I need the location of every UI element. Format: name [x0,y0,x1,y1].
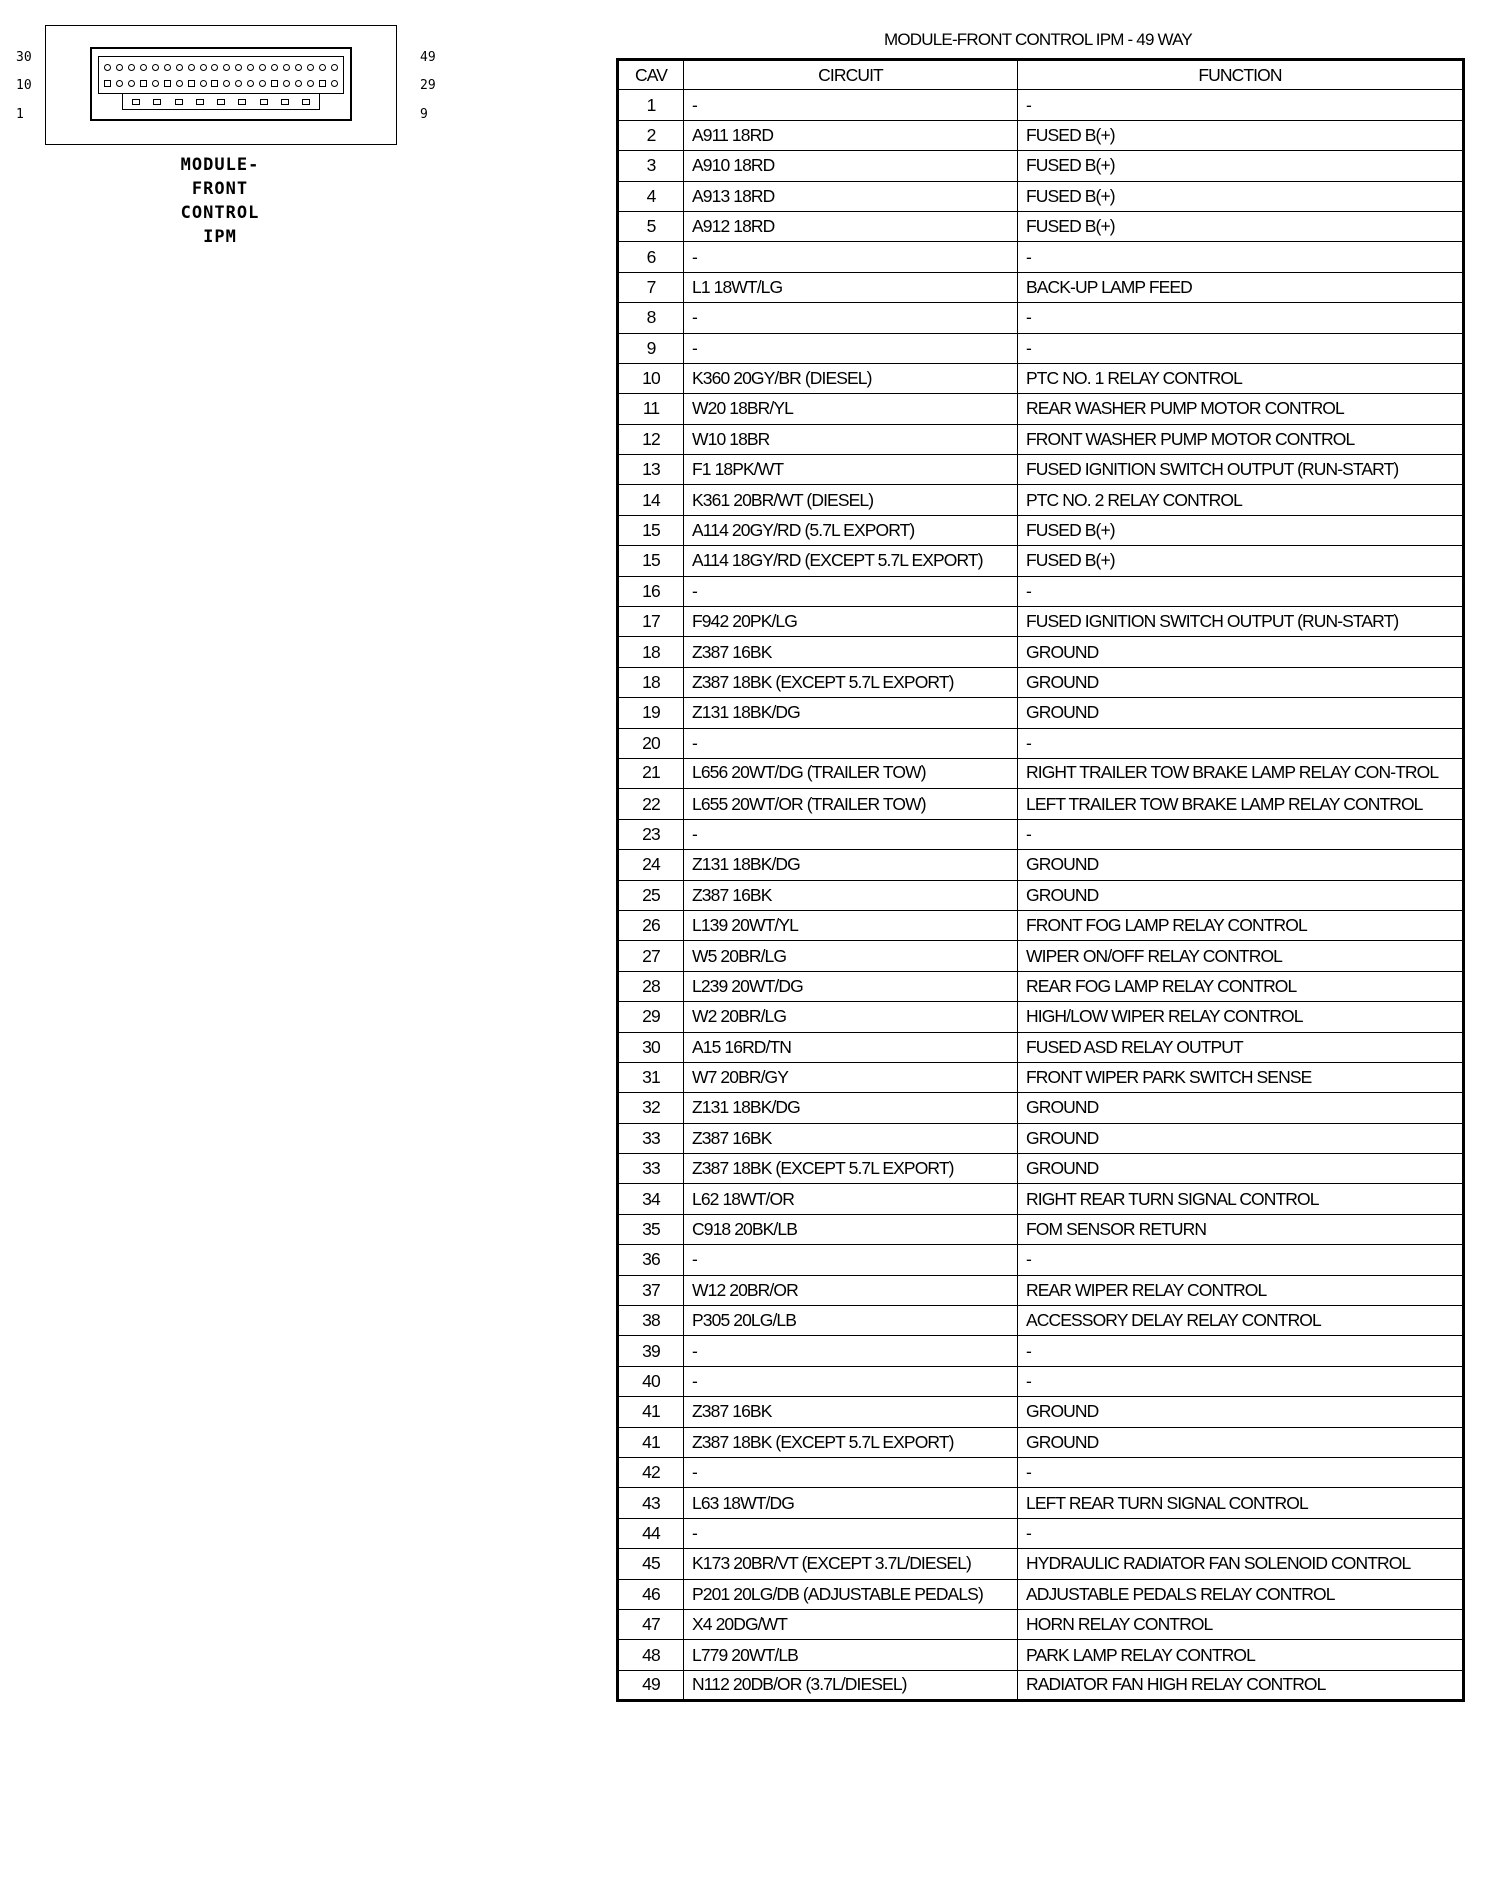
cell-circuit: - [684,819,1018,849]
cell-circuit: W20 18BR/YL [684,394,1018,424]
table-row [618,1062,1464,1092]
table-header-row [618,60,1464,90]
cell-cav: 16 [618,576,684,606]
connector-pin [200,64,207,71]
cell-cav: 24 [618,850,684,880]
table-row [618,151,1464,181]
cell-circuit: P201 20LG/DB (ADJUSTABLE PEDALS) [684,1579,1018,1609]
table-row [618,394,1464,424]
cell-circuit: L1 18WT/LG [684,272,1018,302]
cell-cav: 7 [618,272,684,302]
table-row [618,698,1464,728]
cell-circuit: - [684,303,1018,333]
cell-circuit: L656 20WT/DG (TRAILER TOW) [684,758,1018,788]
cell-cav: 19 [618,698,684,728]
connector-pin [259,64,266,71]
cell-function: - [1018,1518,1464,1548]
cell-cav: 8 [618,303,684,333]
cell-function: FUSED B(+) [1018,120,1464,150]
cell-function: - [1018,819,1464,849]
table-row [618,1123,1464,1153]
connector-pin [307,64,314,71]
cell-function: RADIATOR FAN HIGH RELAY CONTROL [1018,1670,1464,1700]
cell-function: FUSED B(+) [1018,546,1464,576]
table-row [618,90,1464,120]
cell-circuit: K361 20BR/WT (DIESEL) [684,485,1018,515]
cell-cav: 12 [618,424,684,454]
pinout-table [616,58,1465,1702]
cell-function: - [1018,1366,1464,1396]
table-row [618,363,1464,393]
cell-circuit: - [684,242,1018,272]
cell-function: FUSED B(+) [1018,211,1464,241]
cell-cav: 2 [618,120,684,150]
cell-circuit: - [684,1245,1018,1275]
cell-cav: 27 [618,941,684,971]
table-row [618,303,1464,333]
table-row [618,1093,1464,1123]
connector-pin [247,80,254,87]
connector-pin [164,64,171,71]
cell-function: ADJUSTABLE PEDALS RELAY CONTROL [1018,1579,1464,1609]
table-row [618,1214,1464,1244]
table-row [618,333,1464,363]
cell-function: PARK LAMP RELAY CONTROL [1018,1640,1464,1670]
cell-cav: 26 [618,910,684,940]
connector-pin [302,99,310,105]
table-row [618,576,1464,606]
cell-circuit: W10 18BR [684,424,1018,454]
table-body [618,90,1464,1701]
cell-cav: 36 [618,1245,684,1275]
cell-function: LEFT REAR TURN SIGNAL CONTROL [1018,1488,1464,1518]
cell-circuit: - [684,1366,1018,1396]
pin-row-top [104,64,338,71]
cell-circuit: - [684,576,1018,606]
cell-function: BACK-UP LAMP FEED [1018,272,1464,302]
cell-circuit: Z387 16BK [684,880,1018,910]
cell-function: REAR FOG LAMP RELAY CONTROL [1018,971,1464,1001]
cell-function: FOM SENSOR RETURN [1018,1214,1464,1244]
connector-pin [223,80,230,87]
cell-circuit: W5 20BR/LG [684,941,1018,971]
cell-cav: 47 [618,1609,684,1639]
cell-cav: 4 [618,181,684,211]
cell-function: LEFT TRAILER TOW BRAKE LAMP RELAY CONTROL [1018,789,1464,819]
caption-line: MODULE- [180,155,260,175]
cell-function: - [1018,303,1464,333]
cell-cav: 22 [618,789,684,819]
cell-circuit: A15 16RD/TN [684,1032,1018,1062]
table-row [618,1549,1464,1579]
connector-pin [200,80,207,87]
cell-circuit: - [684,1518,1018,1548]
cell-function: - [1018,90,1464,120]
pin-number-label: 9 [420,107,428,122]
cell-function: - [1018,728,1464,758]
connector-pin [235,80,242,87]
cell-cav: 18 [618,637,684,667]
cell-cav: 14 [618,485,684,515]
cell-cav: 25 [618,880,684,910]
cell-circuit: W2 20BR/LG [684,1002,1018,1032]
cell-circuit: A910 18RD [684,151,1018,181]
cell-circuit: Z387 18BK (EXCEPT 5.7L EXPORT) [684,667,1018,697]
connector-pin [331,64,338,71]
connector-pin [271,80,278,87]
cell-circuit: L62 18WT/OR [684,1184,1018,1214]
connector-pin [271,64,278,71]
cell-function: GROUND [1018,1154,1464,1184]
connector-pin [259,80,266,87]
pin-number-label: 49 [420,50,436,65]
table-row [618,941,1464,971]
table-row [618,1579,1464,1609]
cell-cav: 35 [618,1214,684,1244]
connector-pin [238,99,246,105]
cell-function: FUSED B(+) [1018,515,1464,545]
connector-pin [140,64,147,71]
table-row [618,850,1464,880]
cell-cav: 21 [618,758,684,788]
table-row [618,455,1464,485]
cell-function: GROUND [1018,637,1464,667]
cell-function: - [1018,242,1464,272]
table-row [618,1154,1464,1184]
table-row [618,1002,1464,1032]
cell-function: - [1018,1336,1464,1366]
cell-function: PTC NO. 1 RELAY CONTROL [1018,363,1464,393]
cell-circuit: A911 18RD [684,120,1018,150]
cell-function: GROUND [1018,1093,1464,1123]
pin-row-bottom [132,99,310,105]
table-row [618,242,1464,272]
cell-cav: 34 [618,1184,684,1214]
table-row [618,1397,1464,1427]
connector-pin [116,64,123,71]
table-row [618,607,1464,637]
cell-function: FRONT WIPER PARK SWITCH SENSE [1018,1062,1464,1092]
cell-circuit: Z131 18BK/DG [684,1093,1018,1123]
table-row [618,1609,1464,1639]
caption-line: IPM [203,227,237,247]
cell-function: FUSED B(+) [1018,181,1464,211]
connector-pin [116,80,123,87]
cell-cav: 44 [618,1518,684,1548]
connector-pin [283,64,290,71]
cell-function: GROUND [1018,880,1464,910]
table-row [618,1427,1464,1457]
cell-cav: 6 [618,242,684,272]
table-row [618,1488,1464,1518]
cell-function: HORN RELAY CONTROL [1018,1609,1464,1639]
pin-number-label: 30 [16,50,32,65]
cell-function: FRONT WASHER PUMP MOTOR CONTROL [1018,424,1464,454]
cell-circuit: L239 20WT/DG [684,971,1018,1001]
cell-cav: 18 [618,667,684,697]
connector-pin [104,64,111,71]
cell-cav: 28 [618,971,684,1001]
table-row [618,1640,1464,1670]
cell-circuit: W12 20BR/OR [684,1275,1018,1305]
cell-cav: 48 [618,1640,684,1670]
cell-function: REAR WIPER RELAY CONTROL [1018,1275,1464,1305]
cell-function: GROUND [1018,850,1464,880]
cell-circuit: - [684,1457,1018,1487]
table-row [618,1275,1464,1305]
cell-cav: 33 [618,1154,684,1184]
table-row [618,819,1464,849]
table-row [618,515,1464,545]
table-row [618,485,1464,515]
connector-pin [283,80,290,87]
connector-pin [307,80,314,87]
table-row [618,667,1464,697]
cell-circuit: Z387 16BK [684,1123,1018,1153]
caption-line: CONTROL [180,203,260,223]
cell-cav: 41 [618,1427,684,1457]
cell-circuit: A913 18RD [684,181,1018,211]
cell-circuit: A912 18RD [684,211,1018,241]
connector-pin [188,80,195,87]
connector-pin [331,80,338,87]
cell-circuit: K173 20BR/VT (EXCEPT 3.7L/DIESEL) [684,1549,1018,1579]
table-row [618,272,1464,302]
cell-circuit: N112 20DB/OR (3.7L/DIESEL) [684,1670,1018,1700]
cell-function: FUSED B(+) [1018,151,1464,181]
connector-pin [164,80,171,87]
table-row [618,758,1464,788]
cell-function: REAR WASHER PUMP MOTOR CONTROL [1018,394,1464,424]
connector-pin [152,80,159,87]
cell-circuit: Z387 16BK [684,1397,1018,1427]
connector-view [0,0,460,260]
cell-circuit: L139 20WT/YL [684,910,1018,940]
cell-cav: 10 [618,363,684,393]
cell-function: - [1018,333,1464,363]
connector-pin [153,99,161,105]
cell-cav: 13 [618,455,684,485]
header-circuit: CIRCUIT [684,60,1018,90]
cell-function: WIPER ON/OFF RELAY CONTROL [1018,941,1464,971]
pin-row-middle [104,80,338,87]
table-row [618,424,1464,454]
cell-function: GROUND [1018,1397,1464,1427]
table-row [618,1032,1464,1062]
cell-circuit: Z387 18BK (EXCEPT 5.7L EXPORT) [684,1427,1018,1457]
pin-number-label: 29 [420,78,436,93]
cell-cav: 1 [618,90,684,120]
connector-pin [319,80,326,87]
cell-cav: 41 [618,1397,684,1427]
cell-cav: 30 [618,1032,684,1062]
cell-function: FUSED IGNITION SWITCH OUTPUT (RUN-START) [1018,607,1464,637]
connector-pin [104,80,111,87]
connector-pin [319,64,326,71]
connector-pin [281,99,289,105]
connector-pin [140,80,147,87]
cell-cav: 38 [618,1306,684,1336]
cell-cav: 33 [618,1123,684,1153]
cell-function: - [1018,1245,1464,1275]
cell-circuit: X4 20DG/WT [684,1609,1018,1639]
cell-circuit: L655 20WT/OR (TRAILER TOW) [684,789,1018,819]
cell-function: HIGH/LOW WIPER RELAY CONTROL [1018,1002,1464,1032]
cell-cav: 20 [618,728,684,758]
cell-circuit: F942 20PK/LG [684,607,1018,637]
connector-pin [295,80,302,87]
table-row [618,637,1464,667]
pin-number-label: 1 [16,107,24,122]
cell-cav: 15 [618,515,684,545]
connector-pin [176,80,183,87]
table-row [618,1336,1464,1366]
cell-function: GROUND [1018,698,1464,728]
cell-function: PTC NO. 2 RELAY CONTROL [1018,485,1464,515]
cell-cav: 32 [618,1093,684,1123]
table-row [618,211,1464,241]
table-row [618,971,1464,1001]
table-row [618,880,1464,910]
table-row [618,1245,1464,1275]
cell-circuit: F1 18PK/WT [684,455,1018,485]
pin-number-label: 10 [16,78,32,93]
connector-caption [150,153,290,249]
connector-pin [211,80,218,87]
connector-pin [217,99,225,105]
connector-pin [247,64,254,71]
table-row [618,1670,1464,1700]
cell-circuit: A114 20GY/RD (5.7L EXPORT) [684,515,1018,545]
cell-function: HYDRAULIC RADIATOR FAN SOLENOID CONTROL [1018,1549,1464,1579]
cell-function: RIGHT TRAILER TOW BRAKE LAMP RELAY CON-TROL [1018,758,1464,788]
header-cav: CAV [618,60,684,90]
connector-pin [235,64,242,71]
cell-circuit: - [684,90,1018,120]
cell-function: GROUND [1018,667,1464,697]
connector-pin [196,99,204,105]
cell-circuit: - [684,333,1018,363]
cell-function: - [1018,1457,1464,1487]
cell-cav: 11 [618,394,684,424]
cell-cav: 31 [618,1062,684,1092]
table-row [618,789,1464,819]
table-title: MODULE-FRONT CONTROL IPM - 49 WAY [884,30,1192,49]
connector-pin [152,64,159,71]
cell-cav: 37 [618,1275,684,1305]
cell-circuit: L779 20WT/LB [684,1640,1018,1670]
table-row [618,1306,1464,1336]
cell-function: RIGHT REAR TURN SIGNAL CONTROL [1018,1184,1464,1214]
cell-circuit: K360 20GY/BR (DIESEL) [684,363,1018,393]
table-row [618,1518,1464,1548]
table-row [618,1184,1464,1214]
table-row [618,1457,1464,1487]
connector-pin [223,64,230,71]
cell-cav: 43 [618,1488,684,1518]
connector-pin [128,64,135,71]
cell-cav: 15 [618,546,684,576]
cell-circuit: Z131 18BK/DG [684,850,1018,880]
connector-pin [211,64,218,71]
table-row [618,120,1464,150]
cell-circuit: Z131 18BK/DG [684,698,1018,728]
cell-function: FRONT FOG LAMP RELAY CONTROL [1018,910,1464,940]
cell-cav: 42 [618,1457,684,1487]
header-function: FUNCTION [1018,60,1464,90]
connector-pin [175,99,183,105]
cell-circuit: - [684,1336,1018,1366]
cell-cav: 9 [618,333,684,363]
caption-line: FRONT [191,179,249,199]
cell-circuit: Z387 16BK [684,637,1018,667]
cell-function: - [1018,576,1464,606]
cell-function: FUSED ASD RELAY OUTPUT [1018,1032,1464,1062]
cell-circuit: A114 18GY/RD (EXCEPT 5.7L EXPORT) [684,546,1018,576]
connector-pin [128,80,135,87]
cell-circuit: W7 20BR/GY [684,1062,1018,1092]
connector-pin [188,64,195,71]
cell-cav: 39 [618,1336,684,1366]
cell-cav: 29 [618,1002,684,1032]
cell-circuit: L63 18WT/DG [684,1488,1018,1518]
table-row [618,546,1464,576]
connector-pin-block [98,56,344,94]
cell-function: GROUND [1018,1427,1464,1457]
cell-cav: 5 [618,211,684,241]
table-row [618,910,1464,940]
cell-cav: 45 [618,1549,684,1579]
connector-pin [176,64,183,71]
table-row [618,728,1464,758]
cell-function: ACCESSORY DELAY RELAY CONTROL [1018,1306,1464,1336]
cell-circuit: P305 20LG/LB [684,1306,1018,1336]
connector-pin [132,99,140,105]
cell-cav: 3 [618,151,684,181]
cell-function: FUSED IGNITION SWITCH OUTPUT (RUN-START) [1018,455,1464,485]
cell-circuit: - [684,728,1018,758]
cell-cav: 23 [618,819,684,849]
cell-circuit: C918 20BK/LB [684,1214,1018,1244]
table-row [618,181,1464,211]
table-row [618,1366,1464,1396]
cell-cav: 49 [618,1670,684,1700]
cell-cav: 40 [618,1366,684,1396]
cell-cav: 17 [618,607,684,637]
cell-circuit: Z387 18BK (EXCEPT 5.7L EXPORT) [684,1154,1018,1184]
cell-function: GROUND [1018,1123,1464,1153]
cell-cav: 46 [618,1579,684,1609]
connector-pin [260,99,268,105]
connector-pin [295,64,302,71]
